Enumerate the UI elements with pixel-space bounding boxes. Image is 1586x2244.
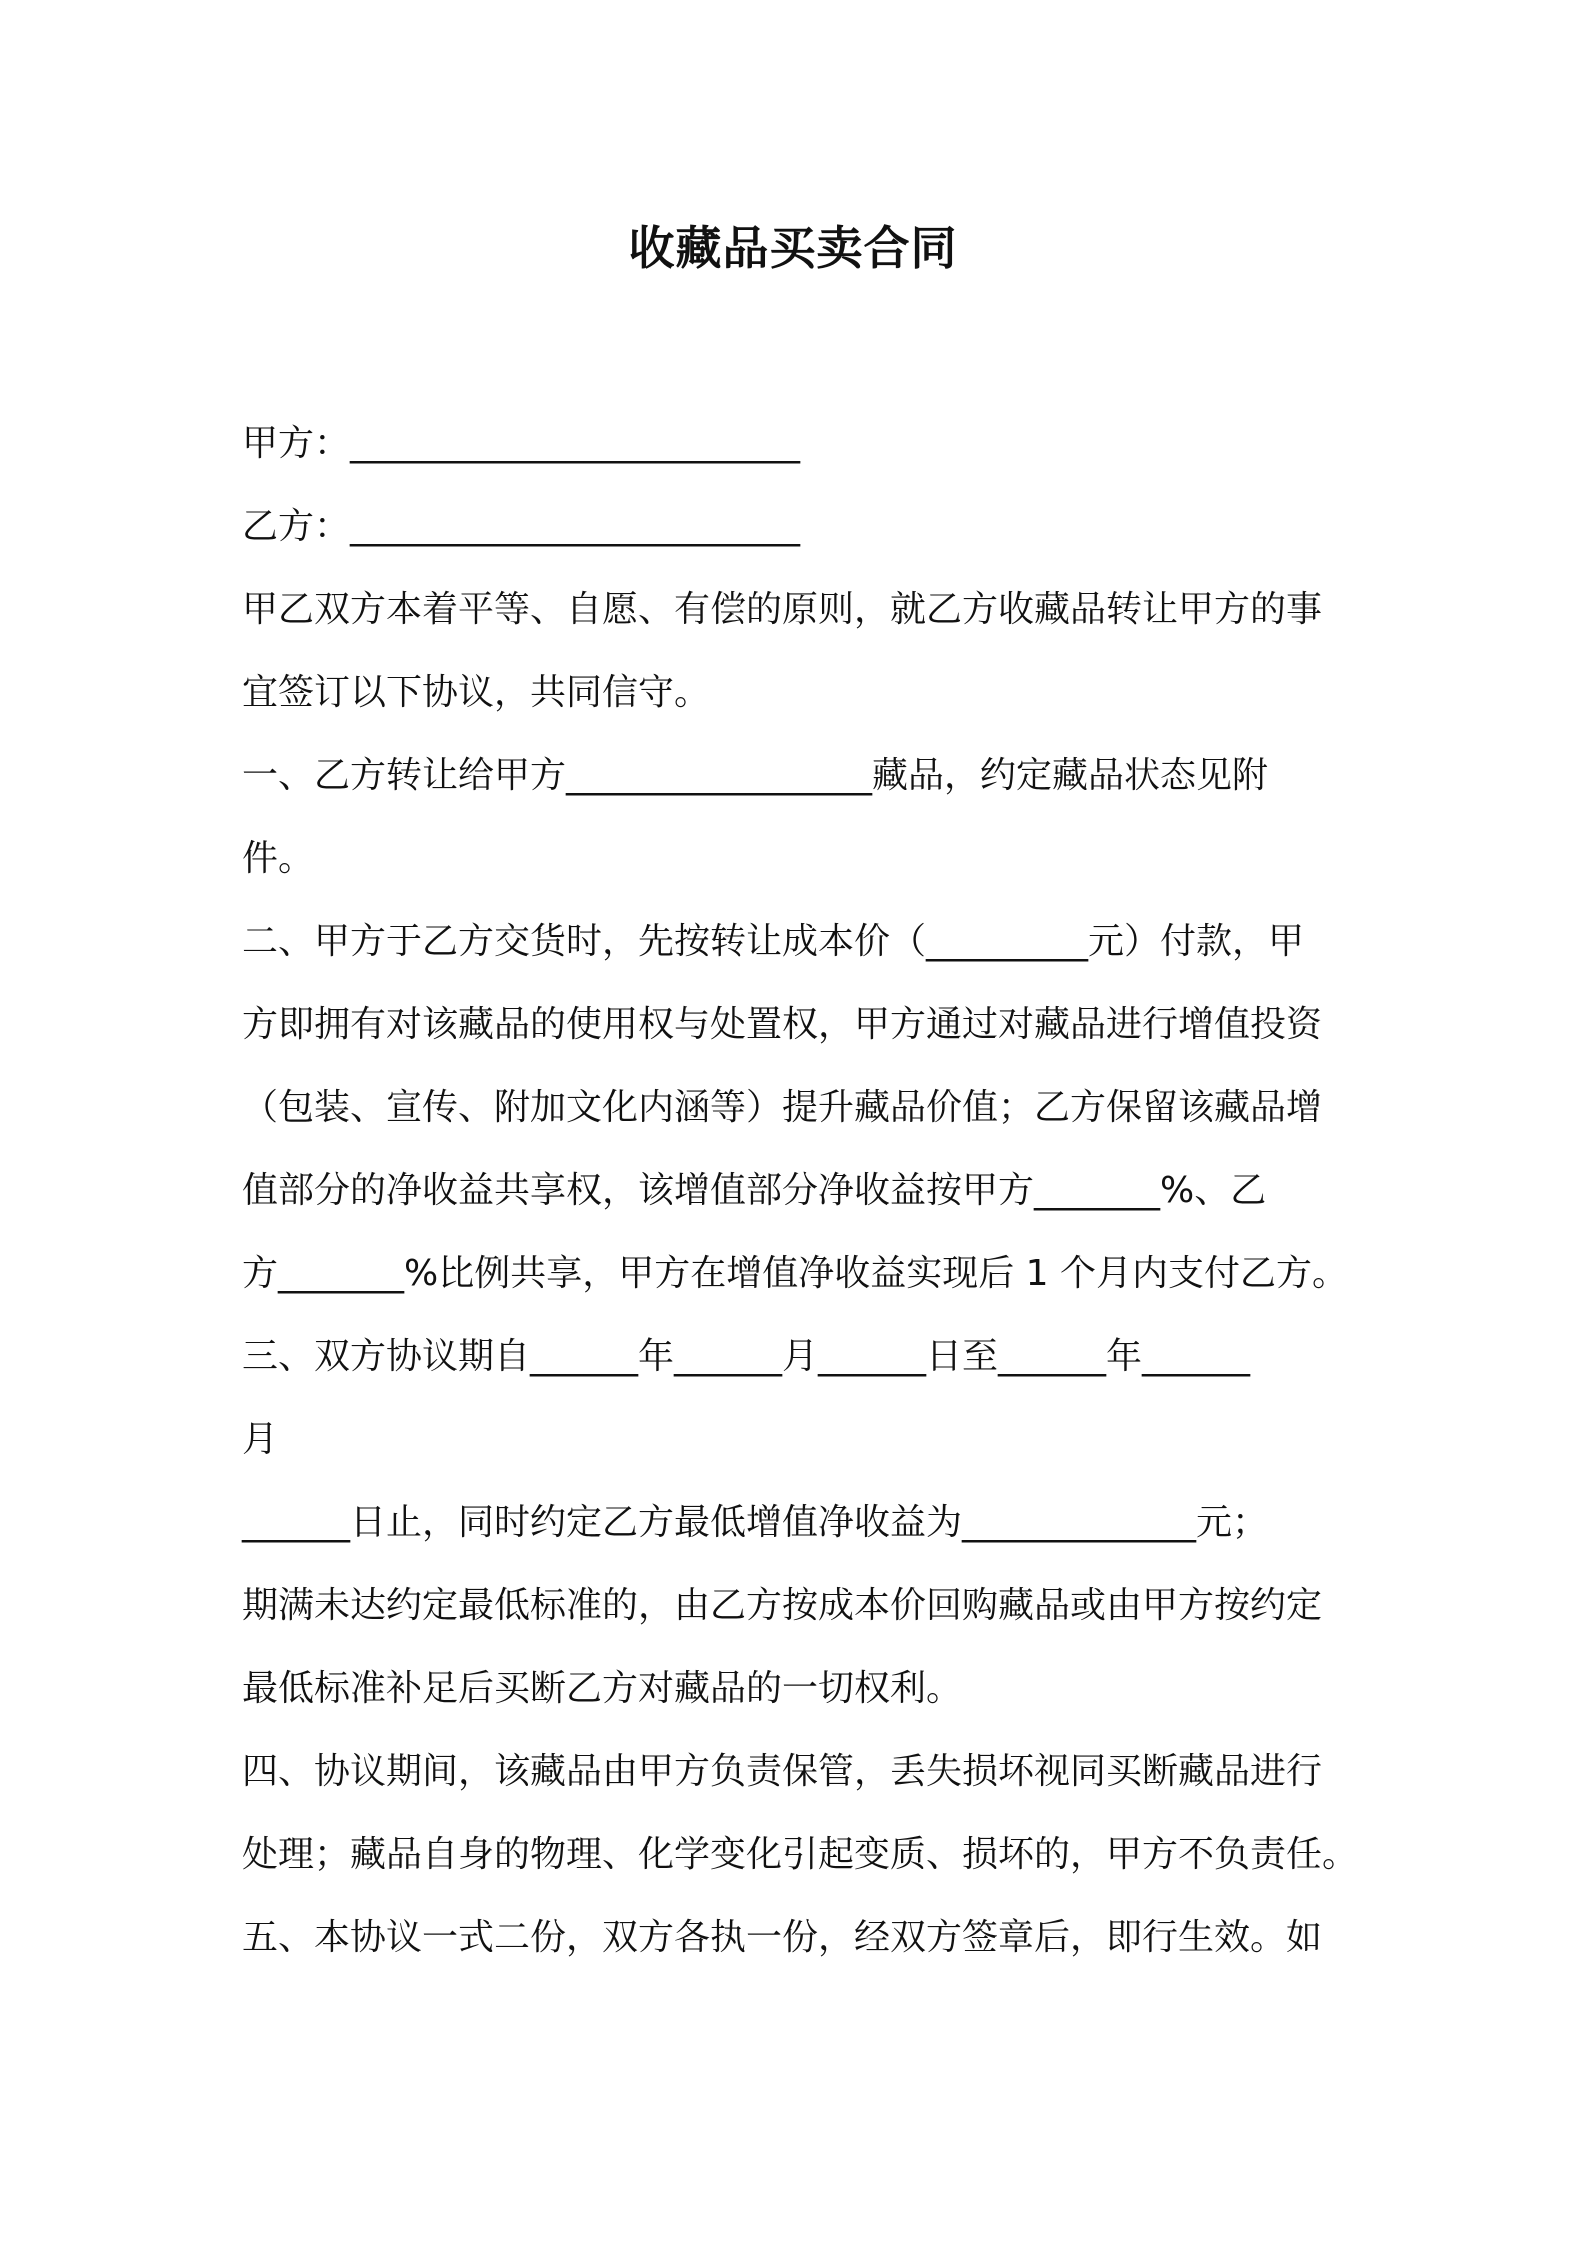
clause-1-line-2: 件。	[242, 838, 315, 879]
clause-2-line-5: 方_______%比例共享，甲方在增值净收益实现后 1 个月内支付乙方。	[242, 1253, 1348, 1294]
clause-2-line-4: 值部分的净收益共享权，该增值部分净收益按甲方_______%、乙	[242, 1170, 1267, 1211]
preamble-line-2: 宜签订以下协议，共同信守。	[242, 672, 711, 713]
clause-3-line-2: 月	[242, 1419, 279, 1460]
clause-2-line-2: 方即拥有对该藏品的使用权与处置权，甲方通过对藏品进行增值投资	[242, 1004, 1323, 1045]
contract-body	[242, 402, 1362, 1979]
preamble-line-1: 甲乙双方本着平等、自愿、有偿的原则，就乙方收藏品转让甲方的事	[242, 589, 1323, 630]
party-a-line: 甲方：_________________________	[242, 423, 801, 464]
clause-2-line-1: 二、甲方于乙方交货时，先按转让成本价（_________元）付款，甲	[242, 921, 1305, 962]
clause-1-line-1: 一、乙方转让给甲方_________________藏品，约定藏品状态见附	[242, 755, 1269, 796]
document-title: 收藏品买卖合同	[628, 221, 958, 275]
clause-3-line-1: 三、双方协议期自______年______月______日至______年______	[242, 1336, 1251, 1377]
clause-4-line-1: 四、协议期间，该藏品由甲方负责保管，丢失损坏视同买断藏品进行	[242, 1751, 1323, 1792]
clause-3-line-5: 最低标准补足后买断乙方对藏品的一切权利。	[242, 1668, 963, 1709]
party-b-line: 乙方：_________________________	[242, 506, 801, 547]
clause-3-line-4: 期满未达约定最低标准的，由乙方按成本价回购藏品或由甲方按约定	[242, 1585, 1323, 1626]
clause-3-line-3: ______日止，同时约定乙方最低增值净收益为_____________元；	[242, 1502, 1269, 1543]
clause-2-line-3: （包装、宣传、附加文化内涵等）提升藏品价值；乙方保留该藏品增	[242, 1087, 1323, 1128]
clause-4-line-2: 处理；藏品自身的物理、化学变化引起变质、损坏的，甲方不负责任。	[242, 1834, 1359, 1875]
clause-5-line-1: 五、本协议一式二份，双方各执一份，经双方签章后，即行生效。如	[242, 1917, 1323, 1958]
